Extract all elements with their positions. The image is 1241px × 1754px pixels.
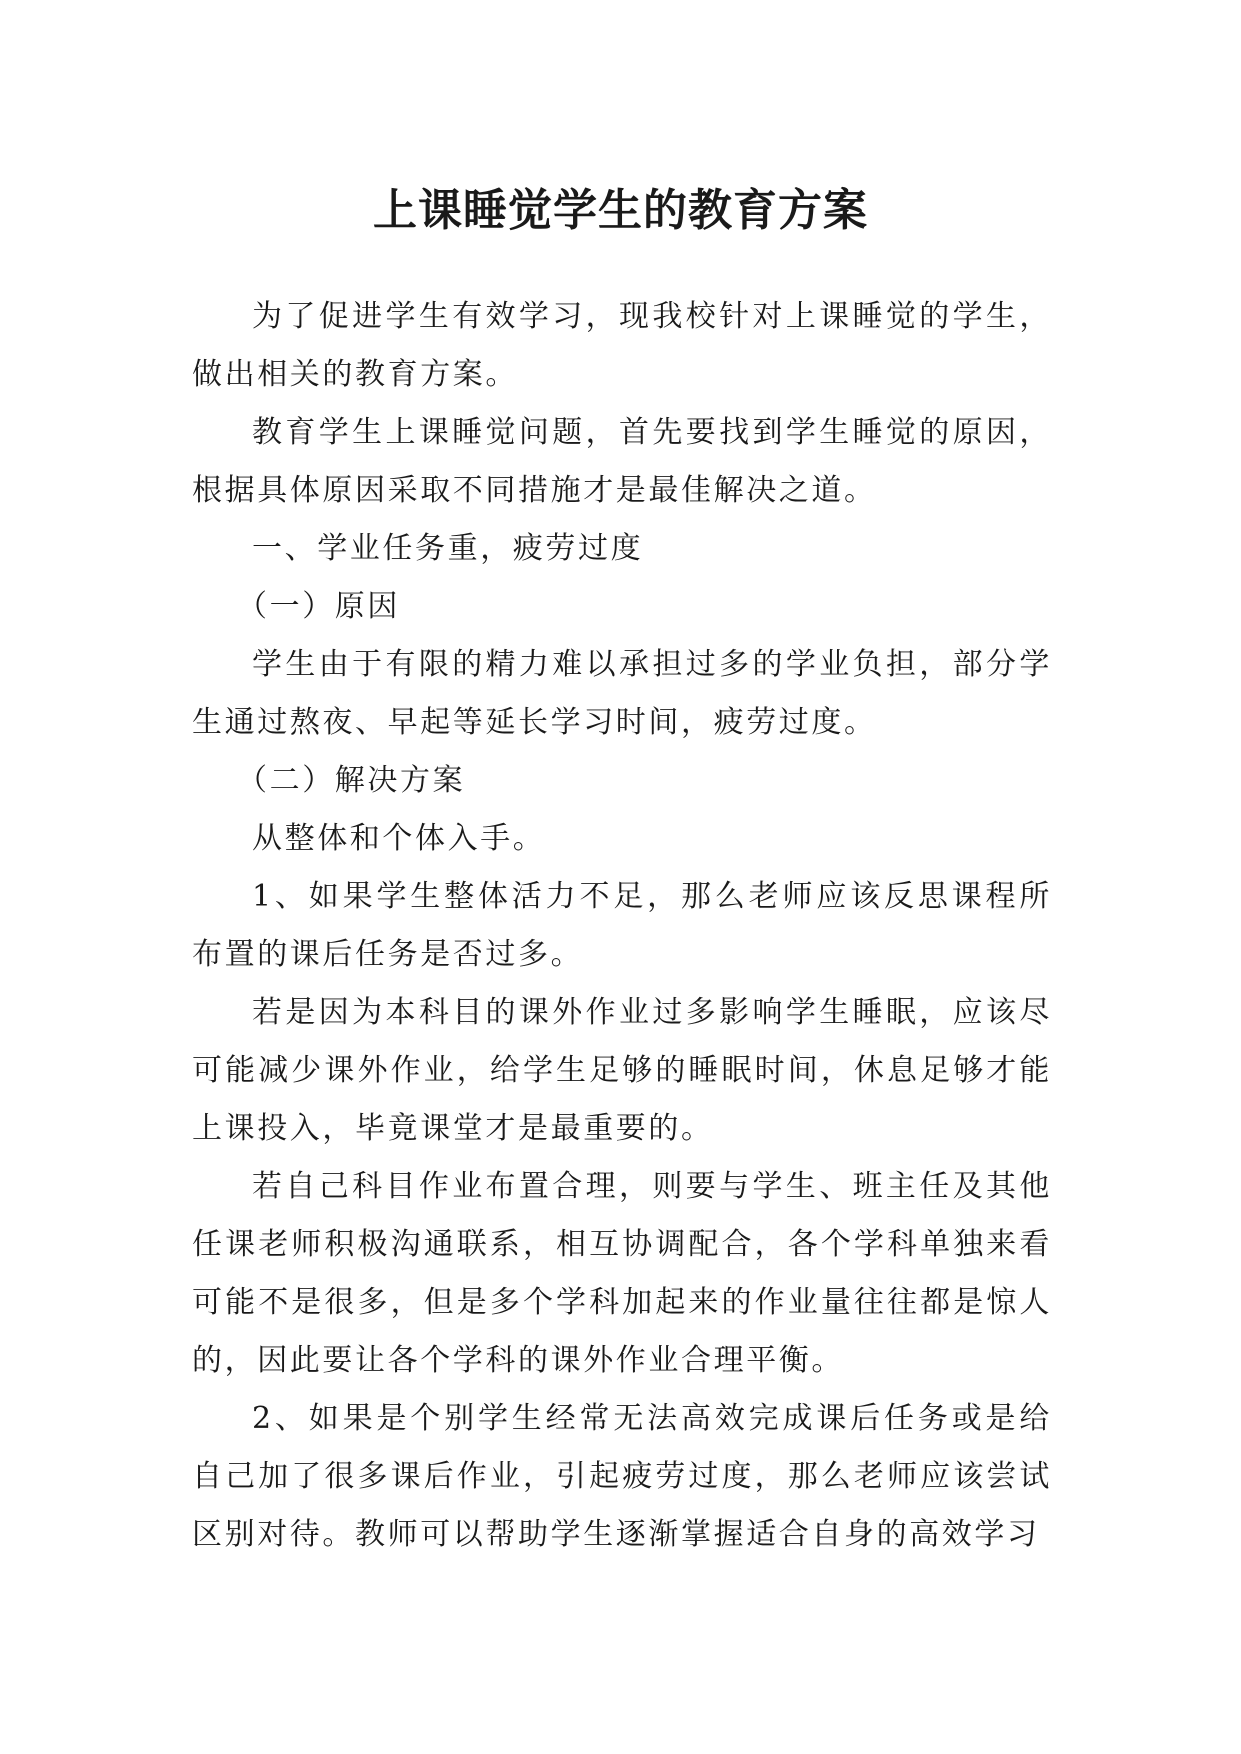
paragraph: 若自己科目作业布置合理，则要与学生、班主任及其他任课老师积极沟通联系，相互协调配合，各个学科单独来看可能不是很多，但是多个学科加起来的作业量往往都是惊人的，因此要让各个学科的课外作业合理平衡。 (192, 1169, 1052, 1378)
paragraph: 从整体和个体入手。 (252, 821, 546, 856)
document-body (192, 288, 1052, 1564)
paragraph: 为了促进学生有效学习，现我校针对上课睡觉的学生，做出相关的教育方案。 (192, 299, 1052, 392)
subsection-heading: （二）解决方案 (237, 763, 466, 798)
paragraph: 2、如果是个别学生经常无法高效完成课后任务或是给自己加了很多课后作业，引起疲劳过度，那么老师应该尝试区别对待。教师可以帮助学生逐渐掌握适合自身的高效学习 (192, 1401, 1052, 1552)
section-heading: 一、学业任务重，疲劳过度 (252, 531, 644, 566)
paragraph: 教育学生上课睡觉问题，首先要找到学生睡觉的原因，根据具体原因采取不同措施才是最佳解决之道。 (192, 415, 1052, 508)
subsection-heading: （一）原因 (237, 589, 400, 624)
paragraph: 学生由于有限的精力难以承担过多的学业负担，部分学生通过熬夜、早起等延长学习时间，疲劳过度。 (192, 647, 1052, 740)
paragraph: 若是因为本科目的课外作业过多影响学生睡眠，应该尽可能减少课外作业，给学生足够的睡眠时间，休息足够才能上课投入，毕竟课堂才是最重要的。 (192, 995, 1052, 1146)
document-title: 上课睡觉学生的教育方案 (373, 185, 868, 237)
paragraph: 1、如果学生整体活力不足，那么老师应该反思课程所布置的课后任务是否过多。 (192, 879, 1052, 972)
